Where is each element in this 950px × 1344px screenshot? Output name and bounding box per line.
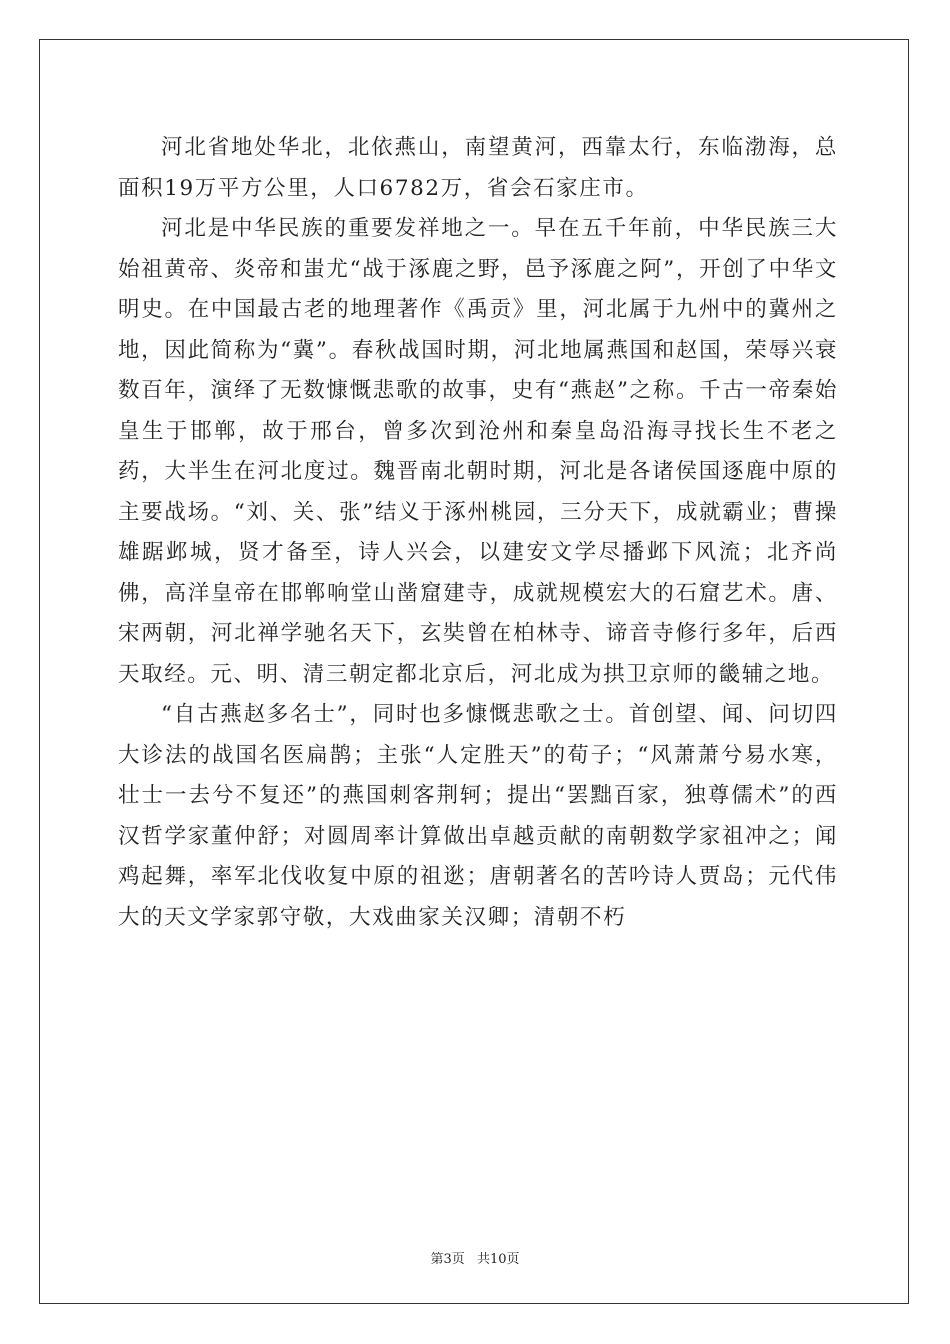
paragraph-geography: 河北省地处华北，北依燕山，南望黄河，西靠太行，东临渤海，总面积19万平方公里，人口6782万，省会石家庄市。 <box>118 135 838 201</box>
page-number: 第3页 <box>430 1252 465 1267</box>
document-body <box>118 128 838 938</box>
page-total: 共10页 <box>476 1252 520 1267</box>
paragraph-history: 河北是中华民族的重要发祥地之一。早在五千年前，中华民族三大始祖黄帝、炎帝和蚩尤“战于涿鹿之野，邑予涿鹿之阿”，开创了中华文明史。在中国最古老的地理著作《禹贡》里，河北属于九州中的冀州之地，因此简称为“冀”。春秋战国时期，河北地属燕国和赵国，荣辱兴衰数百年，演绎了无数慷慨悲歌的故事，史有“燕赵”之称。千古一帝秦始皇生于邯郸，故于邢台，曾多次到沧州和秦皇岛沿海寻找长生不老之药，大半生在河北度过。魏晋南北朝时期，河北是各诸侯国逐鹿中原的主要战场。“刘、关、张”结义于涿州桃园，三分天下，成就霸业；曹操雄踞邺城，贤才备至，诗人兴会，以建安文学尽播邺下风流；北齐尚佛，高洋皇帝在邯郸响堂山凿窟建寺，成就规模宏大的石窟艺术。唐、宋两朝，河北禅学驰名天下，玄奘曾在柏林寺、谛音寺修行多年，后西天取经。元、明、清三朝定都北京后，河北成为拱卫京师的畿辅之地。 <box>118 216 838 687</box>
page-footer <box>0 1248 950 1267</box>
paragraph-famous-people: “自古燕赵多名士”，同时也多慷慨悲歌之士。首创望、闻、问切四大诊法的战国名医扁鹊；主张“人定胜天”的荀子；“风萧萧兮易水寒，壮士一去兮不复还”的燕国刺客荆轲；提出“罢黜百家，独尊儒术”的西汉哲学家董仲舒；对圆周率计算做出卓越贡献的南朝数学家祖冲之；闻鸡起舞，率军北伐收复中原的祖逖；唐朝著名的苦吟诗人贾岛；元代伟大的天文学家郭守敬，大戏曲家关汉卿；清朝不朽 <box>118 702 838 930</box>
